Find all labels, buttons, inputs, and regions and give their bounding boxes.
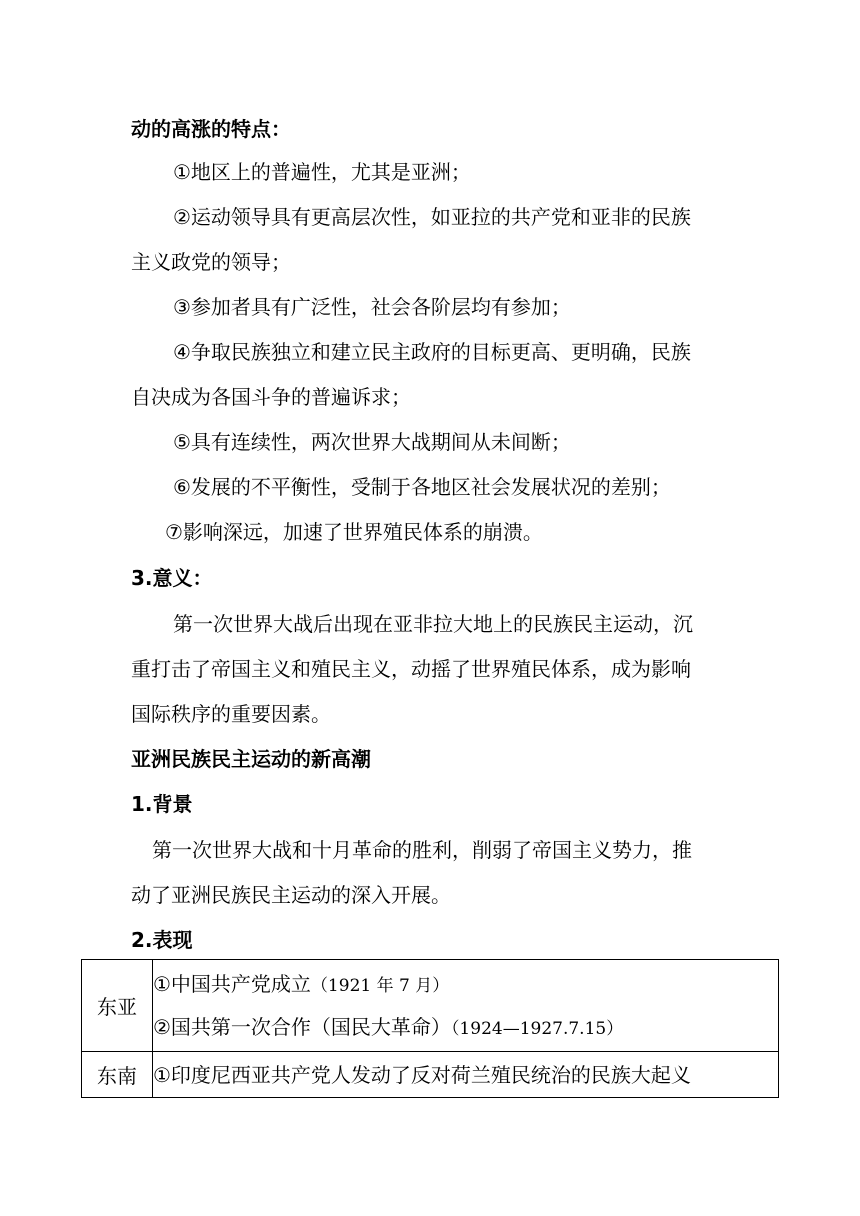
meaning-heading: 3.意义： [131, 566, 213, 590]
event-text: ②国共第一次合作（国民大革命） [153, 1015, 451, 1039]
event-item [153, 1012, 778, 1042]
performance-table [81, 959, 779, 1098]
section-heading-tail: 动的高涨的特点： [131, 117, 291, 141]
event-date: （1924—1927.7.15） [450, 1019, 624, 1039]
performance-heading: 2.表现 [131, 928, 193, 952]
region-cell: 东亚 [82, 960, 153, 1052]
feature-line-1: ①地区上的普遍性，尤其是亚洲； [173, 160, 471, 184]
meaning-line-3: 国际秩序的重要因素。 [131, 702, 331, 726]
background-line-2: 动了亚洲民族民主运动的深入开展。 [131, 883, 451, 907]
content-cell [153, 1052, 779, 1098]
background-heading: 1.背景 [131, 792, 193, 816]
feature-line-2: ②运动领导具有更高层次性，如亚拉的共产党和亚非的民族 [173, 205, 691, 229]
event-item [153, 1060, 778, 1090]
background-line-1: 第一次世界大战和十月革命的胜利，削弱了帝国主义势力，推 [152, 838, 692, 862]
event-item [153, 969, 778, 999]
feature-line-2-cont: 主义政党的领导； [131, 250, 291, 274]
region-cell: 东南 [82, 1052, 153, 1098]
feature-line-5: ⑤具有连续性，两次世界大战期间从未间断； [173, 430, 571, 454]
section-title: 亚洲民族民主运动的新高潮 [131, 747, 371, 771]
table-row [82, 1052, 779, 1098]
feature-line-7: ⑦影响深远，加速了世界殖民体系的崩溃。 [165, 520, 543, 544]
feature-line-4: ④争取民族独立和建立民主政府的目标更高、更明确，民族 [173, 340, 691, 364]
feature-line-3: ③参加者具有广泛性，社会各阶层均有参加； [173, 295, 571, 319]
content-cell [153, 960, 779, 1052]
feature-line-6: ⑥发展的不平衡性，受制于各地区社会发展状况的差别； [173, 475, 671, 499]
meaning-line-1: 第一次世界大战后出现在亚非拉大地上的民族民主运动，沉 [173, 612, 693, 636]
event-text: ①中国共产党成立 [153, 972, 311, 996]
event-date: （1921 年 7 月） [310, 976, 450, 996]
meaning-line-2: 重打击了帝国主义和殖民主义，动摇了世界殖民体系，成为影响 [131, 657, 691, 681]
table-row [82, 960, 779, 1052]
feature-line-4-cont: 自决成为各国斗争的普遍诉求； [131, 385, 411, 409]
event-text: ①印度尼西亚共产党人发动了反对荷兰殖民统治的民族大起义 [153, 1062, 691, 1087]
